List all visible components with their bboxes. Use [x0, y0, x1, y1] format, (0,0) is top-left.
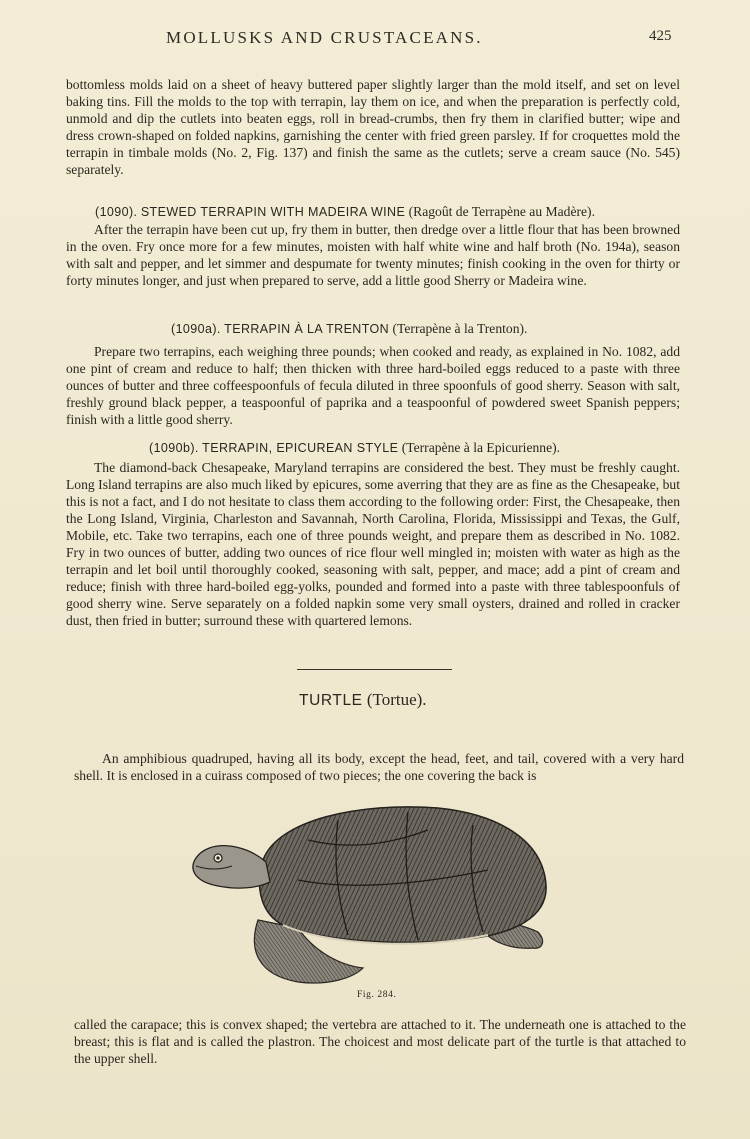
recipe-number: (1090b). [149, 441, 199, 455]
turtle-intro-block [74, 750, 684, 784]
page-number: 425 [649, 28, 672, 44]
recipe-french-name: (Ragoût de Terrapène au Madère). [408, 204, 595, 219]
recipe-heading-1090b [149, 439, 560, 457]
turtle-intro: An amphibious quadruped, having all its body, except the head, feet, and tail, covered with a very hard shell. It is enclosed in a cuirass composed of two pieces; the one covering the back is [74, 751, 684, 783]
running-title: MOLLUSKS AND CRUSTACEANS. [166, 28, 483, 47]
turtle-section-title [299, 690, 427, 710]
recipe-body: After the terrapin have been cut up, fry them in butter, then dredge over a little flour that has been browned in the oven. Fry once more for a few minutes, moisten with half white wine and half broth (No. 194a), season with salt and pepper, and let simmer and despumate for twenty minutes; finish cooking in the oven for thirty or forty minutes longer, and just when prepared to serve, add a little good Sherry or Madeira wine. [66, 222, 680, 288]
intro-paragraph-block [66, 76, 680, 178]
recipe-body: The diamond-back Chesapeake, Maryland terrapins are considered the best. They must be freshly caught. Long Island terrapins are also much liked by epicures, some averring that they are as fine as the Chesapeake, but this is not a fact, and I do not hesitate to class them according to the following order: First, the Chesapeake, then the Long Island, Virginia, Charleston and Savannah, North Carolina, Florida, Mississippi and Texas, the Gulf, Mobile, etc. Take two terrapins, each one of three pounds weight, and prepare them as described in No. 1082. Fry in two ounces of butter, adding two ounces of rice flour well mingled in; moisten with water as high as the terrapin and let boil until thoroughly cooked, seasoning with salt, pepper, and mace; add a pint of cream and reduce; finish with three hard-boiled egg-yolks, pounded and formed into a paste with three tablespoonfuls of good sherry wine. Serve separately on a folded napkin some very small oysters, drained and rolled in cracker dust, then fried in butter; surround these with quartered lemons. [66, 460, 680, 628]
recipe-body: Prepare two terrapins, each weighing three pounds; when cooked and ready, as explained in No. 1082, add one pint of cream and reduce to half; then thicken with three hard-boiled eggs reduced to a paste with three ounces of butter and three coffeespoonfuls of fecula diluted in three spoonfuls of good sherry. Season with salt, freshly ground black pepper, a teaspoonful of paprika and a teaspoonful of powdered sweet Spanish peppers; finish with a little good sherry. [66, 344, 680, 427]
section-title-text: TURTLE [299, 692, 363, 709]
recipe-body-block-1090 [66, 221, 680, 289]
recipe-body-block-1090b [66, 459, 680, 629]
section-divider [297, 669, 452, 670]
recipe-heading-1090 [95, 203, 595, 221]
running-header [0, 28, 750, 52]
recipe-number: (1090a). [171, 322, 221, 336]
turtle-illustration [188, 800, 554, 986]
turtle-description: called the carapace; this is convex shaped; the vertebra are attached to it. The underneath one is attached to the breast; this is flat and is called the plastron. The choicest and most delicate part of the turtle is that attached to the upper shell. [74, 1017, 686, 1066]
recipe-heading-1090a [171, 320, 527, 338]
turtle-description-block [74, 1016, 686, 1067]
recipe-name: TERRAPIN À LA TRENTON [224, 322, 390, 336]
recipe-french-name: (Terrapène à la Trenton). [392, 321, 528, 336]
intro-paragraph: bottomless molds laid on a sheet of heavy buttered paper slightly larger than the mold itself, and set on level baking tins. Fill the molds to the top with terrapin, lay them on ice, and when the preparation is perfectly cold, unmold and dip the cutlets into beaten eggs, roll in bread-crumbs, then fry them in clarified butter; wipe and dress crown-shaped on folded napkins, garnishing the center with fried green parsley. If for croquettes mold the terrapin in timbale molds (No. 2, Fig. 137) and finish the same as the cutlets; serve a cream sauce (No. 545) separately. [66, 77, 680, 177]
section-title-french: (Tortue). [366, 690, 427, 709]
recipe-number: (1090). [95, 205, 138, 219]
recipe-body-block-1090a [66, 343, 680, 428]
recipe-french-name: (Terrapène à la Epicurienne). [401, 440, 561, 455]
figure-caption: Fig. 284. [357, 990, 397, 1000]
recipe-name: TERRAPIN, EPICUREAN STYLE [202, 441, 399, 455]
recipe-name: STEWED TERRAPIN WITH MADEIRA WINE [140, 205, 406, 219]
